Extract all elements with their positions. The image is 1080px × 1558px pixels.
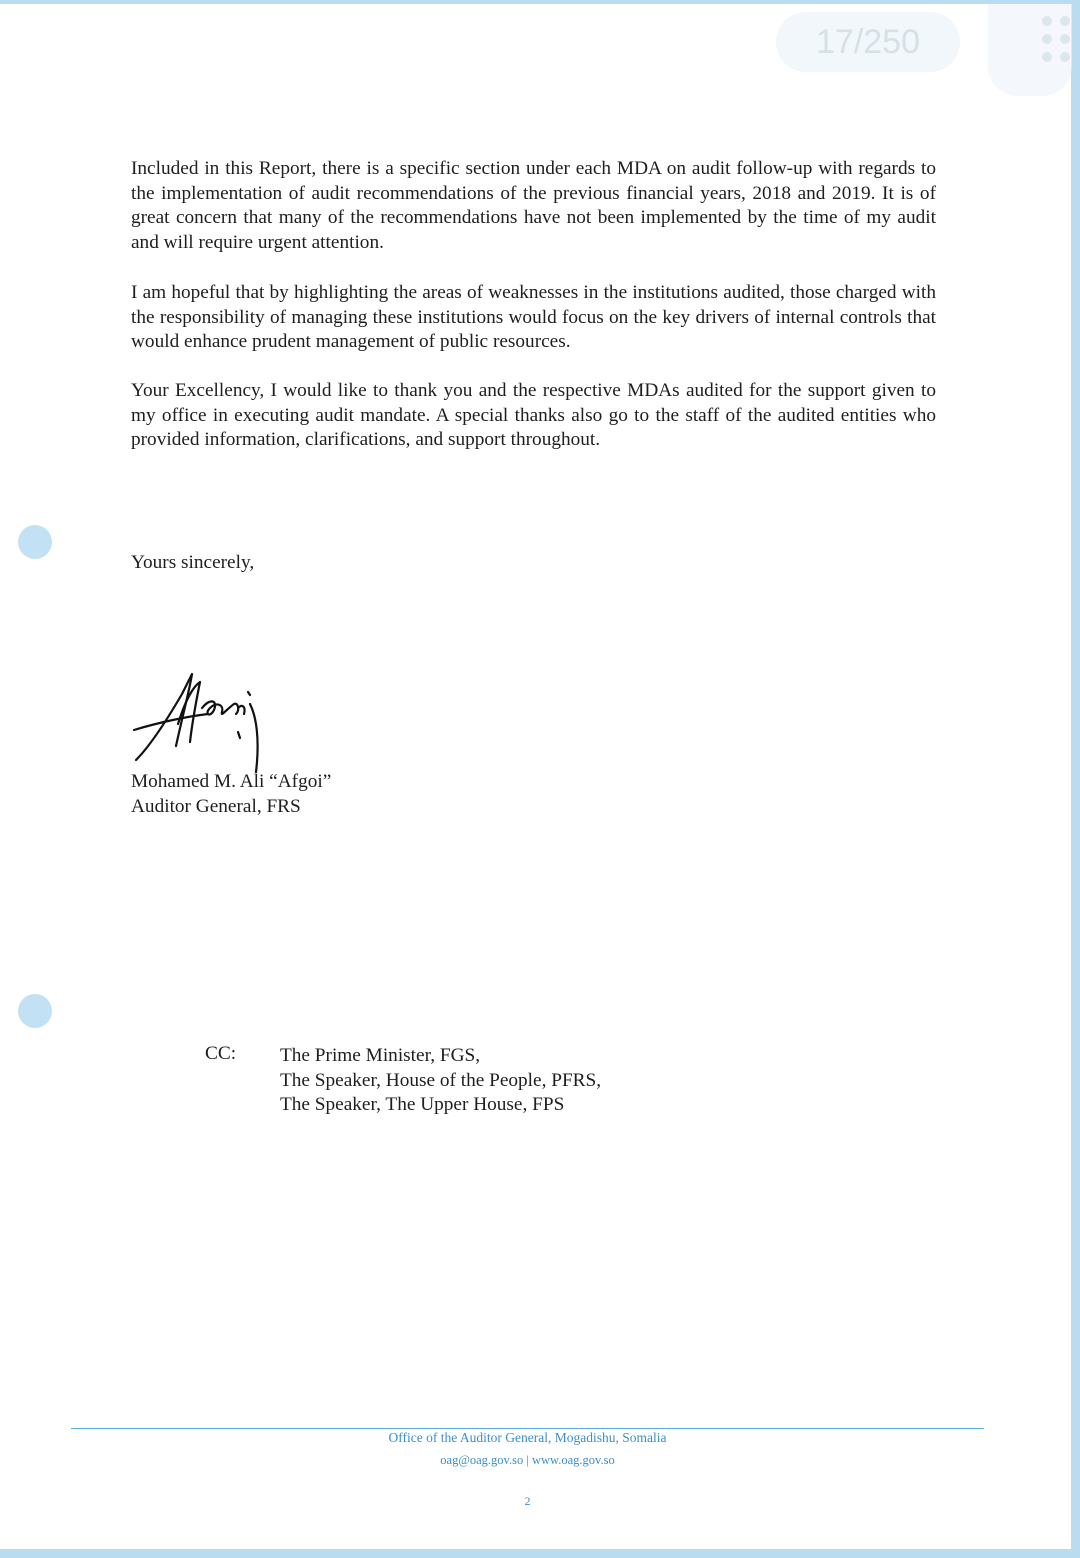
paragraph-audit-follow-up: Included in this Report, there is a specific section under each MDA on audit follow-up with regards to the implementation of audit recommendations of the previous financial years, 2018 and 2019. It is of great concern that many of the recommendations have not been implemented by the time of my audit and will require urgent attention. xyxy=(131,158,936,253)
cc-label: CC: xyxy=(205,1043,237,1064)
grid-dot-icon xyxy=(1042,16,1052,26)
signatory-name: Mohamed M. Ali “Afgoi” xyxy=(131,771,332,792)
grid-menu-button[interactable] xyxy=(988,4,1072,96)
cc-recipient-list xyxy=(280,1044,601,1118)
page-counter-badge: 17/250 xyxy=(776,12,960,72)
document-page xyxy=(0,4,1071,1549)
cc-recipient: The Speaker, The Upper House, FPS xyxy=(280,1094,565,1116)
grid-dot-icon xyxy=(1060,16,1070,26)
signature-image xyxy=(130,668,266,778)
signatory-title: Auditor General, FRS xyxy=(131,796,301,817)
page-number: 2 xyxy=(524,1494,531,1508)
footer-contact: oag@oag.gov.so | www.oag.gov.so xyxy=(440,1453,615,1467)
punch-hole-decoration xyxy=(18,525,52,559)
cc-recipient: The Prime Minister, FGS, xyxy=(280,1045,481,1066)
paragraph-thanks: Your Excellency, I would like to thank you and the respective MDAs audited for the support given to my office in executing audit mandate. A special thanks also go to the staff of the audited entities who provided information, clarifications, and support throughout. xyxy=(131,380,936,451)
punch-hole-decoration xyxy=(18,994,52,1028)
grid-dot-icon xyxy=(1060,34,1070,44)
closing-salutation: Yours sincerely, xyxy=(131,552,255,573)
grid-dot-icon xyxy=(1060,52,1070,62)
viewer-bottom-edge xyxy=(0,1549,1080,1558)
cc-recipient: The Speaker, House of the People, PFRS, xyxy=(280,1069,602,1091)
footer-office: Office of the Auditor General, Mogadishu, Somalia xyxy=(388,1430,667,1445)
grid-dot-icon xyxy=(1042,52,1052,62)
paragraph-weaknesses: I am hopeful that by highlighting the areas of weaknesses in the institutions audited, those charged with the responsibility of managing these institutions would focus on the key drivers of internal controls that would enhance prudent management of public resources. xyxy=(131,282,936,353)
grid-dot-icon xyxy=(1042,34,1052,44)
footer-divider xyxy=(71,1428,984,1429)
